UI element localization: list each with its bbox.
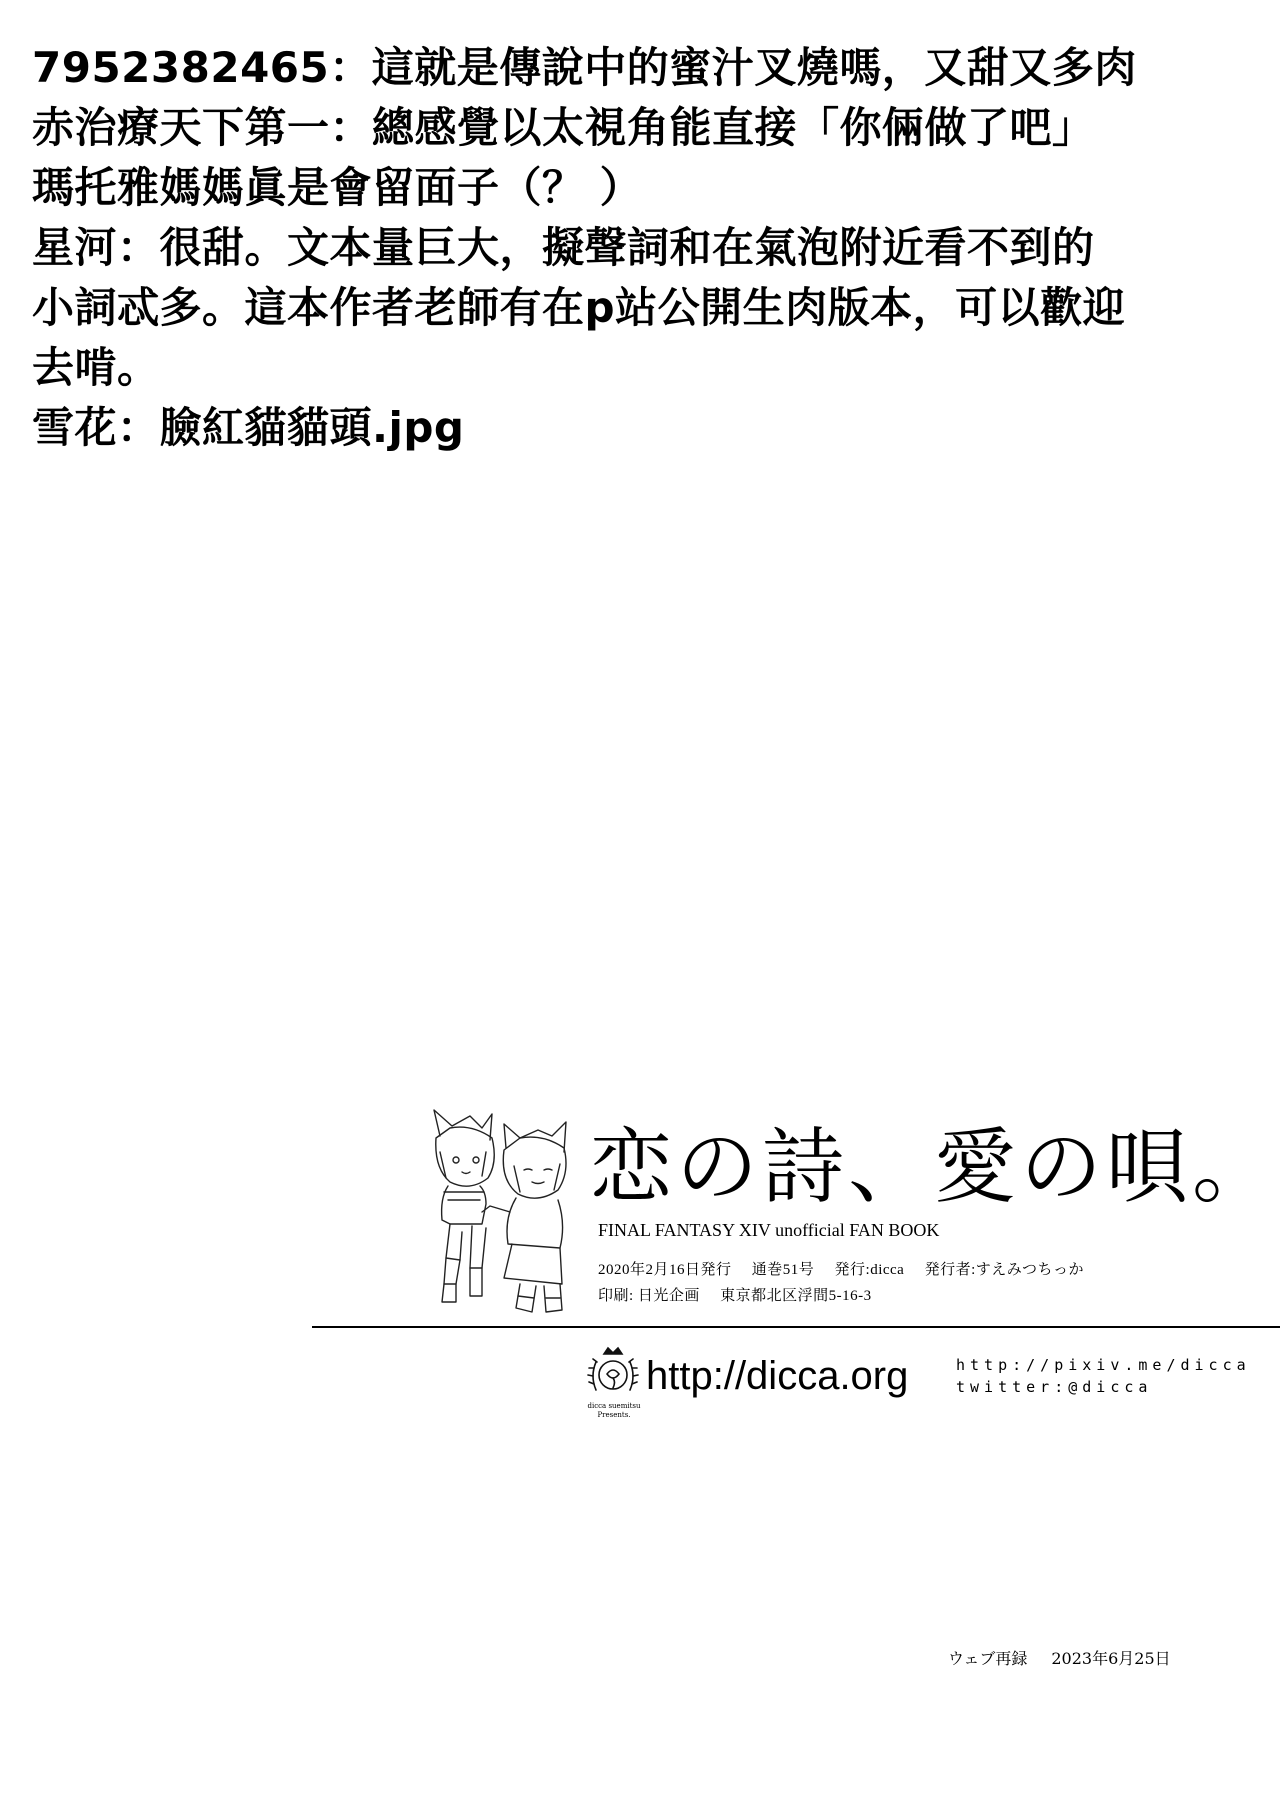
printer: 印刷: 日光企画	[598, 1288, 700, 1304]
website-link[interactable]: http://dicca.org	[646, 1354, 909, 1398]
publication-info	[598, 1258, 1100, 1279]
book-subtitle: FINAL FANTASY XIV unofficial FAN BOOK	[598, 1220, 940, 1240]
comment-line: 瑪托雅媽媽眞是會留面子（？ ）	[32, 163, 643, 212]
comment-line: 去啃。	[32, 343, 160, 392]
comment-line: 星河：很甜。文本量巨大，擬聲詞和在氣泡附近看不到的	[32, 223, 1095, 272]
comment-block	[32, 38, 1252, 458]
emblem-caption	[576, 1402, 652, 1420]
publication-date: 2020年2月16日発行	[598, 1262, 732, 1278]
address: 東京都北区浮間5-16-3	[720, 1288, 872, 1304]
laurel-crest-icon	[584, 1344, 642, 1402]
colophon	[0, 1100, 1280, 1419]
reprint-label: ウェブ再録	[948, 1649, 1028, 1668]
publisher: 発行:dicca	[834, 1262, 905, 1278]
reprint-date: 2023年6月25日	[1051, 1649, 1171, 1668]
book-title: 恋の詩、愛の唄。	[590, 1120, 1279, 1215]
social-links	[956, 1354, 1251, 1398]
author: 発行者:すえみつちっか	[924, 1262, 1084, 1278]
reprint-note	[948, 1646, 1171, 1669]
issue-number: 通巻51号	[751, 1262, 815, 1278]
emblem-caption-line: Presents.	[597, 1411, 631, 1419]
printing-info	[598, 1284, 888, 1305]
divider	[312, 1326, 1280, 1328]
comment-line: 赤治療天下第一：總感覺以太視角能直接「你倆做了吧」	[32, 103, 1095, 152]
chibi-characters-illustration	[420, 1108, 580, 1318]
twitter-link[interactable]: twitter:@dicca	[956, 1378, 1153, 1396]
comment-line: 7952382465：這就是傳說中的蜜汁叉燒嗎，又甜又多肉	[32, 43, 1137, 92]
pixiv-link[interactable]: http://pixiv.me/dicca	[956, 1356, 1251, 1374]
comment-line: 小詞忒多。這本作者老師有在p站公開生肉版本，可以歡迎	[32, 283, 1126, 332]
emblem-caption-line: dicca suemitsu	[587, 1402, 641, 1410]
comment-line: 雪花：臉紅貓貓頭.jpg	[32, 403, 465, 452]
